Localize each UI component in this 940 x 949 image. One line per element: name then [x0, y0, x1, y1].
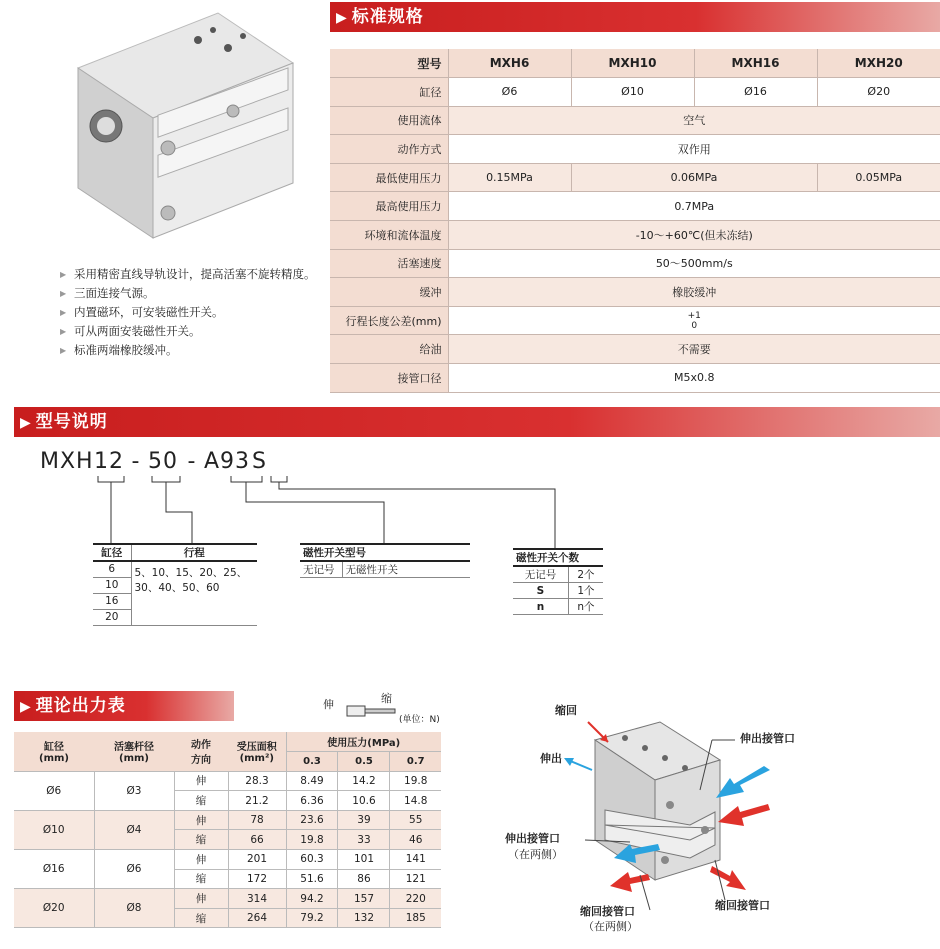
force-head-rod: [94, 732, 174, 771]
label-retract: 缩回: [555, 704, 577, 717]
bore-value: 20: [93, 609, 131, 625]
red-port-arrow: [718, 804, 770, 826]
feature-list: [60, 265, 320, 360]
force-value: 101: [338, 850, 390, 870]
model-section-title: 型号说明: [35, 412, 108, 432]
spec-label-lube: 给油: [330, 335, 448, 364]
force-rod: Ø3: [94, 771, 174, 810]
spec-value: -10～+60℃(但未冻结): [448, 221, 940, 250]
spec-row-max-pressure: [330, 192, 940, 221]
stroke-header: 行程: [131, 544, 257, 561]
force-value: 6.36: [286, 791, 338, 811]
spec-row-cushion: [330, 278, 940, 307]
force-dir: 伸: [174, 850, 228, 870]
switch-code: 无记号: [300, 561, 342, 578]
force-head-unit: (mm²): [239, 753, 274, 765]
spec-value: 0.7MPa: [448, 192, 940, 221]
force-dir: 缩: [174, 830, 228, 850]
force-value: 19.8: [390, 771, 441, 791]
count-table-title: 磁性开关个数: [513, 549, 603, 566]
spec-label-stroke-tol: 行程长度公差(mm): [330, 306, 448, 335]
force-area: 314: [228, 889, 286, 909]
switch-count-table: [513, 548, 603, 615]
spec-label-port: 接管口径: [330, 364, 448, 393]
spec-row-lube: [330, 335, 940, 364]
tol-upper: +1: [687, 310, 701, 321]
force-value: 220: [390, 889, 441, 909]
model-mxh20: MXH20: [817, 49, 940, 78]
force-bore: Ø10: [14, 810, 94, 849]
triangle-icon: ▶: [336, 10, 348, 26]
force-dir: 伸: [174, 771, 228, 791]
blue-port-arrow: [716, 766, 770, 798]
label-ret-port-right: 缩回接管口: [715, 899, 770, 912]
pressure-col: 0.5: [338, 752, 390, 772]
spec-label-speed: 活塞速度: [330, 249, 448, 278]
spec-row-action: [330, 135, 940, 164]
spec-value: Ø20: [817, 78, 940, 107]
feature-item: ▶ 三面连接气源。: [60, 284, 320, 303]
force-value: 157: [338, 889, 390, 909]
force-value: 14.8: [390, 791, 441, 811]
force-value: 51.6: [286, 869, 338, 889]
spec-value: 橡胶缓冲: [448, 278, 940, 307]
stroke-line: 5、10、15、20、25、: [134, 567, 248, 579]
spec-label-temp: 环境和流体温度: [330, 221, 448, 250]
model-section-banner: [14, 407, 940, 437]
force-table: [14, 732, 441, 928]
force-value: 132: [338, 908, 390, 928]
count-code: 无记号: [513, 566, 568, 583]
force-value: 39: [338, 810, 390, 830]
count-value: n个: [568, 599, 603, 615]
label-both-sides: （在两侧）: [508, 848, 563, 861]
force-value: 8.49: [286, 771, 338, 791]
force-unit: (单位：N): [399, 715, 440, 725]
pressure-col: 0.3: [286, 752, 338, 772]
force-value: 86: [338, 869, 390, 889]
force-head-pressure: 使用压力(MPa): [286, 732, 441, 752]
force-dir: 伸: [174, 889, 228, 909]
force-section-banner: [14, 691, 234, 721]
spec-row-bore: [330, 78, 940, 107]
force-value: 185: [390, 908, 441, 928]
spec-label-min-pressure: 最低使用压力: [330, 163, 448, 192]
force-row: [14, 850, 441, 870]
spec-label-bore: 缸径: [330, 78, 448, 107]
code-switch: A93: [204, 449, 251, 474]
spec-label-fluid: 使用流体: [330, 106, 448, 135]
switch-desc: 无磁性开关: [342, 561, 470, 578]
label-both-sides: （在两侧）: [583, 920, 638, 933]
force-head-dir: [174, 732, 228, 771]
triangle-icon: ▶: [20, 415, 32, 431]
spec-value: 0.15MPa: [448, 163, 571, 192]
force-value: 14.2: [338, 771, 390, 791]
code-stroke: 50: [148, 449, 178, 474]
spec-row-min-pressure: [330, 163, 940, 192]
force-head-text: 受压面积: [236, 742, 277, 754]
spec-value: 空气: [448, 106, 940, 135]
spec-value: 0.05MPa: [817, 163, 940, 192]
spec-value: 50～500mm/s: [448, 249, 940, 278]
spec-header-row: [330, 49, 940, 78]
spec-value: Ø16: [694, 78, 817, 107]
force-rod: Ø6: [94, 850, 174, 889]
spec-label-action: 动作方式: [330, 135, 448, 164]
force-area: 78: [228, 810, 286, 830]
tol-lower: 0: [691, 320, 698, 331]
force-head-unit: (mm): [39, 753, 69, 765]
code-dash: -: [131, 449, 141, 474]
force-area: 21.2: [228, 791, 286, 811]
spec-row-stroke-tol: [330, 306, 940, 335]
force-head-text: 动作: [191, 740, 211, 752]
feature-item: ▶ 采用精密直线导轨设计，提高活塞不旋转精度。: [60, 265, 320, 284]
spec-value: M5x0.8: [448, 364, 940, 393]
code-count: S: [252, 449, 267, 474]
count-code: n: [513, 599, 568, 615]
cylinder-icon: [341, 704, 401, 718]
spec-row-speed: [330, 249, 940, 278]
force-value: 79.2: [286, 908, 338, 928]
force-row: [14, 771, 441, 791]
force-row: [14, 810, 441, 830]
force-value: 60.3: [286, 850, 338, 870]
force-area: 28.3: [228, 771, 286, 791]
force-value: 19.8: [286, 830, 338, 850]
force-value: 121: [390, 869, 441, 889]
spec-label-max-pressure: 最高使用压力: [330, 192, 448, 221]
label-ret-port-bottom: 缩回接管口: [580, 905, 635, 918]
force-value: 23.6: [286, 810, 338, 830]
force-head-text: 缸径: [44, 742, 64, 754]
model-mxh6: MXH6: [448, 49, 571, 78]
feature-item: ▶ 可从两面安装磁性开关。: [60, 322, 320, 341]
force-value: 94.2: [286, 889, 338, 909]
force-head-text: 方向: [191, 755, 211, 767]
force-value: 33: [338, 830, 390, 850]
extend-label: 伸: [323, 698, 334, 711]
force-bore: Ø20: [14, 889, 94, 928]
force-bore: Ø6: [14, 771, 94, 810]
spec-label-cushion: 缓冲: [330, 278, 448, 307]
force-dir: 缩: [174, 791, 228, 811]
stroke-line: 30、40、50、60: [134, 582, 220, 594]
code-dash: -: [187, 449, 197, 474]
bore-header: 缸径: [93, 544, 131, 561]
bore-value: 10: [93, 577, 131, 593]
bore-stroke-table: [93, 543, 257, 626]
force-dir: 缩: [174, 908, 228, 928]
force-value: 55: [390, 810, 441, 830]
label-ext-port-top: 伸出接管口: [740, 732, 795, 745]
spec-value: Ø10: [571, 78, 694, 107]
force-value: 46: [390, 830, 441, 850]
model-mxh16: MXH16: [694, 49, 817, 78]
code-series: MXH: [40, 449, 94, 474]
model-code: [40, 449, 272, 474]
force-dir: 伸: [174, 810, 228, 830]
force-head-area: [228, 732, 286, 771]
count-value: 2个: [568, 566, 603, 583]
force-row: [14, 889, 441, 909]
count-code: S: [513, 583, 568, 599]
label-ext-port-side: 伸出接管口: [505, 832, 560, 845]
force-bore: Ø16: [14, 850, 94, 889]
feature-item: ▶ 标准两端橡胶缓冲。: [60, 341, 320, 360]
force-head-unit: (mm): [119, 753, 149, 765]
spec-row-temp: [330, 221, 940, 250]
triangle-icon: ▶: [20, 699, 32, 715]
spec-row-fluid: [330, 106, 940, 135]
bore-value: 16: [93, 593, 131, 609]
force-area: 172: [228, 869, 286, 889]
bore-value: 6: [93, 561, 131, 577]
spec-value: 双作用: [448, 135, 940, 164]
force-area: 66: [228, 830, 286, 850]
switch-type-table: [300, 543, 470, 578]
stroke-values: [131, 561, 257, 625]
force-rod: Ø4: [94, 810, 174, 849]
force-value: 10.6: [338, 791, 390, 811]
pressure-col: 0.7: [390, 752, 441, 772]
force-section-title: 理论出力表: [35, 696, 126, 716]
force-rod: Ø8: [94, 889, 174, 928]
spec-section-banner: [330, 2, 940, 32]
switch-table-title: 磁性开关型号: [300, 544, 470, 561]
force-head-text: 活塞杆径: [114, 742, 154, 754]
force-area: 264: [228, 908, 286, 928]
force-dir: 缩: [174, 869, 228, 889]
product-photo: [68, 8, 308, 248]
retract-label: 缩: [381, 692, 392, 705]
spec-value: 0.06MPa: [571, 163, 817, 192]
force-head-bore: [14, 732, 94, 771]
force-value: 141: [390, 850, 441, 870]
code-bore: 12: [94, 449, 124, 474]
spec-row-port: [330, 364, 940, 393]
spec-value: 不需要: [448, 335, 940, 364]
spec-table: [330, 49, 940, 393]
spec-value: [448, 306, 940, 335]
force-area: 201: [228, 850, 286, 870]
model-mxh10: MXH10: [571, 49, 694, 78]
spec-section-title: 标准规格: [351, 7, 424, 27]
feature-item: ▶ 内置磁环，可安装磁性开关。: [60, 303, 320, 322]
label-extend: 伸出: [540, 752, 562, 765]
count-value: 1个: [568, 583, 603, 599]
spec-label-model: 型号: [330, 49, 448, 78]
spec-value: Ø6: [448, 78, 571, 107]
red-port-arrow: [710, 866, 746, 890]
